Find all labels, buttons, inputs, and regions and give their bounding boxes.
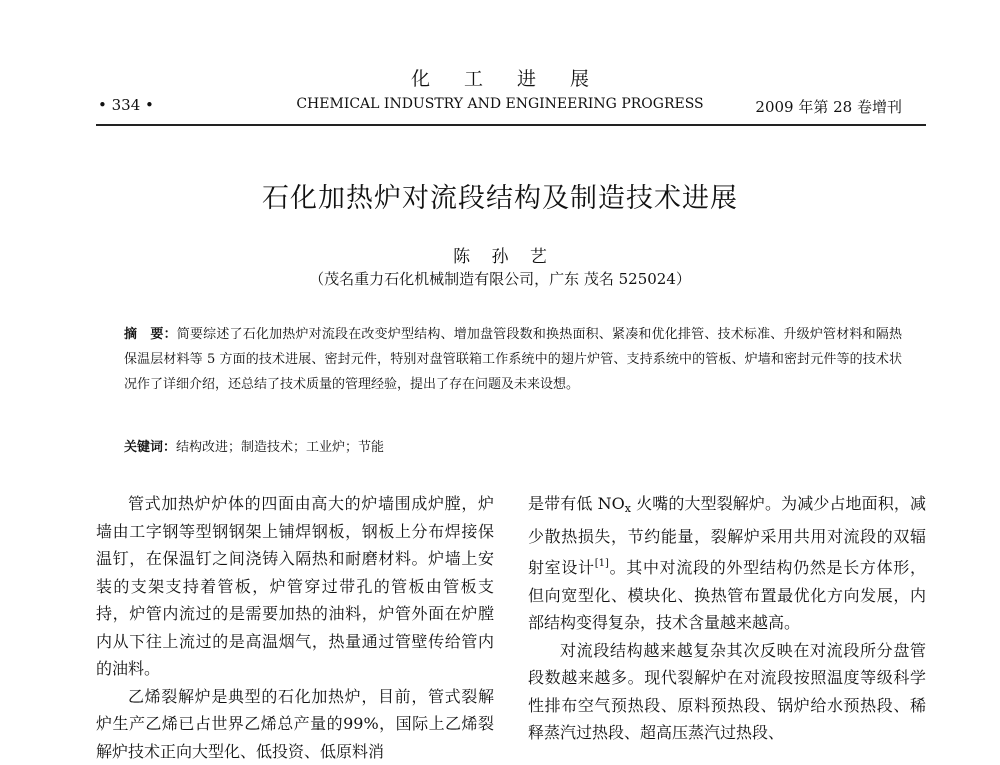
- affiliation: （茂名重力石化机械制造有限公司，广东 茂名 525024）: [0, 268, 1000, 289]
- paper-title: 石化加热炉对流段结构及制造技术进展: [0, 176, 1000, 215]
- author: 陈 孙 艺: [0, 242, 1000, 267]
- body-text: 火嘴的大型裂解炉。为减少占地面积，减少散热损失，节约能量，裂解炉采用共用对流段的双辐射室设计: [528, 494, 926, 577]
- abstract-label: 摘 要：: [124, 327, 177, 342]
- page-number: • 334 •: [98, 96, 154, 114]
- journal-title-cn: 化工进展: [0, 64, 1000, 91]
- keywords-text: 结构改进；制造技术；工业炉；节能: [176, 440, 384, 455]
- body-text: 是带有低 NO: [528, 494, 625, 513]
- body-paragraph: [528, 490, 926, 637]
- body-column-left: [96, 490, 494, 765]
- body-text: 。其中对流段的外型结构仍然是长方体形，但向宽型化、模块化、换热管布置最优化方向发展，内部结构变得复杂，技术含量越来越高。: [528, 558, 926, 632]
- body-paragraph: 对流段结构越来越复杂其次反映在对流段所分盘管段数越来越多。现代裂解炉在对流段按照温度等级科学性排布空气预热段、原料预热段、锅炉给水预热段、稀释蒸汽过热段、超高压蒸汽过热段、: [528, 637, 926, 747]
- abstract-text: 简要综述了石化加热炉对流段在改变炉型结构、增加盘管段数和换热面积、紧凑和优化排管、技术标准、升级炉管材料和隔热保温层材料等 5 方面的技术进展、密封元件，特别对盘管联箱工作系统中的翅片炉管、支持系统中的管板、炉墙和密封元件等的技术状况作了详细介绍，还总结了技术质量的管理经验，提出了存在问题及未来设想。: [124, 327, 902, 392]
- abstract: [124, 322, 902, 397]
- body-column-right: [528, 490, 926, 747]
- keywords-label: 关键词：: [124, 440, 176, 455]
- header-rule: [96, 124, 926, 126]
- body-paragraph: 乙烯裂解炉是典型的石化加热炉，目前，管式裂解炉生产乙烯已占世界乙烯总产量的99%，国际上乙烯裂解炉技术正向大型化、低投资、低原料消: [96, 683, 494, 765]
- subscript: x: [625, 502, 631, 515]
- keywords: [124, 436, 902, 455]
- journal-title-en: CHEMICAL INDUSTRY AND ENGINEERING PROGRESS: [0, 96, 1000, 112]
- issue-info: 2009 年第 28 卷增刊: [755, 96, 902, 117]
- citation-ref: [1]: [595, 558, 609, 569]
- body-paragraph: 管式加热炉炉体的四面由高大的炉墙围成炉膛，炉墙由工字钢等型钢钢架上铺焊钢板，钢板上分布焊接保温钉，在保温钉之间浇铸入隔热和耐磨材料。炉墙上安装的支架支持着管板，炉管穿过带孔的管板由管板支持，炉管内流过的是需要加热的油料，炉管外面在炉膛内从下往上流过的是高温烟气，热量通过管壁传给管内的油料。: [96, 490, 494, 683]
